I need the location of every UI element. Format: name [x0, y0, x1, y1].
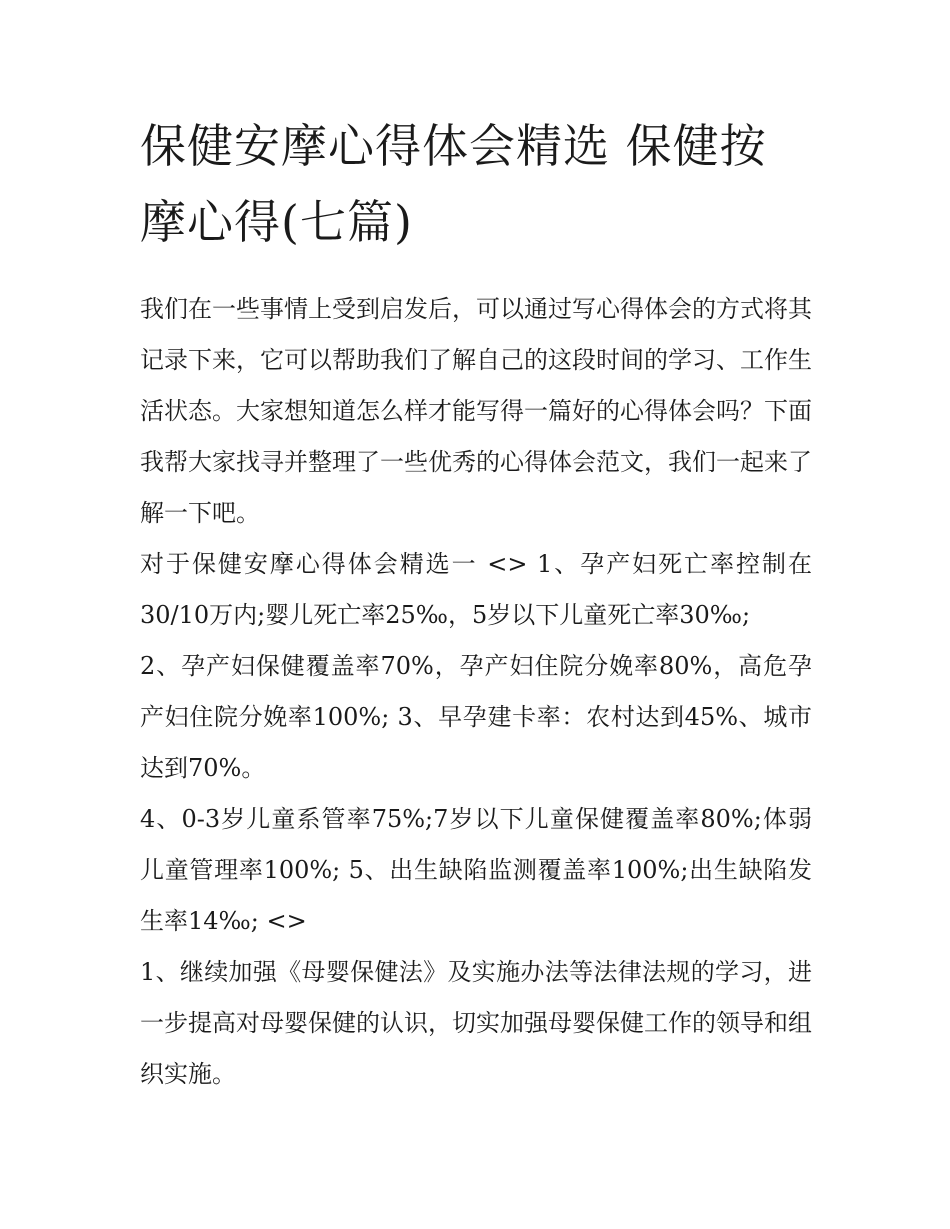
paragraph-intro: 我们在一些事情上受到启发后，可以通过写心得体会的方式将其记录下来，它可以帮助我们了解自己的这段时间的学习、工作生活状态。大家想知道怎么样才能写得一篇好的心得体会吗？下面我帮大家找寻并整理了一些优秀的心得体会范文，我们一起来了解一下吧。	[140, 295, 812, 527]
document-body	[140, 284, 812, 1100]
paragraph-goal-1: 对于保健安摩心得体会精选一 <> 1、孕产妇死亡率控制在30/10万内;婴儿死亡率25‰，5岁以下儿童死亡率30‰;	[140, 550, 812, 629]
paragraph-goal-4: 4、0-3岁儿童系管率75%;7岁以下儿童保健覆盖率80%;体弱儿童管理率100%; 5、出生缺陷监测覆盖率100%;出生缺陷发生率14‰; <>	[140, 805, 812, 935]
document-page	[140, 108, 812, 1100]
paragraph-measure-1: 1、继续加强《母婴保健法》及实施办法等法律法规的学习，进一步提高对母婴保健的认识，切实加强母婴保健工作的领导和组织实施。	[140, 958, 812, 1088]
document-title: 保健安摩心得体会精选 保健按摩心得(七篇)	[140, 119, 767, 249]
paragraph-goal-2: 2、孕产妇保健覆盖率70%，孕产妇住院分娩率80%，高危孕产妇住院分娩率100%; 3、早孕建卡率：农村达到45%、城市达到70%。	[140, 652, 812, 782]
